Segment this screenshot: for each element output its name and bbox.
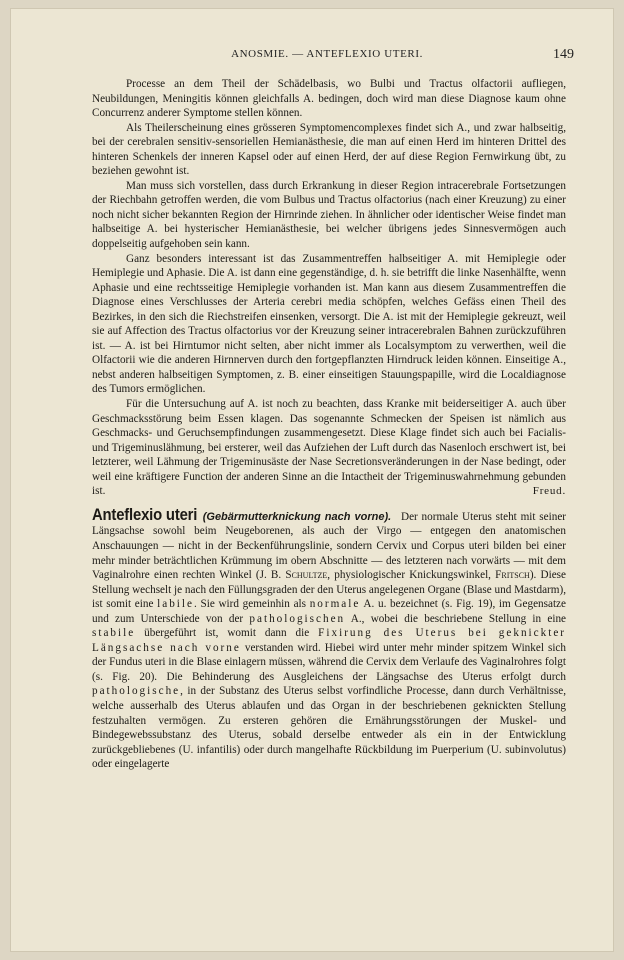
- entry-anteflexio-uteri: [92, 505, 567, 772]
- author-signature: Freud.: [532, 485, 566, 498]
- body-text: [92, 77, 566, 772]
- paragraph-2: Als Theilerscheinung eines grösseren Symptomencomplexes findet sich A., und zwar halbseitig, bei der cerebralen sensitiv-sensoriellen Hemianästhesie, die man auf einen Herd im hinteren Drittel des hinteren Schenkels der inneren Kapsel oder auf einen Herd, der auf diese Region Fernwirkung übt, zu beziehen gewohnt ist.: [92, 121, 566, 178]
- entry-title: Anteflexio uteri: [92, 505, 198, 524]
- entry-text-2: , physiologischer Knickungswinkel,: [327, 569, 491, 582]
- term-normale: normale: [309, 598, 361, 611]
- term-pathologischen: pathologischen: [249, 612, 346, 625]
- entry-subtitle: (Gebärmutterknickung nach vorne).: [202, 510, 392, 523]
- entry-text-4: . Sie wird gemeinhin als: [194, 598, 306, 611]
- paragraph-1: Processe an dem Theil der Schädelbasis, wo Bulbi und Tractus olfactorii aufliegen, Neubildungen, Meningitis können gleichfalls A. bedingen, doch wird man diese Diagnose kaum ohne Concurrenz anderer Symptome stellen können.: [92, 78, 566, 120]
- entry-text-6: A., wobei die beschriebene Stellung in eine: [350, 612, 566, 625]
- entry-text-8: verstanden wird. Hiebei wird unter mehr minder spitzem Winkel sich der Fundus uteri in die Blase einlagern müssen, während die Cervix dem Verlaufe des Vaginalrohres folgt (s. Fig. 20). Die Behinderung des Ausgleichens der Längsachse des Uterus erfolgt durch: [92, 641, 566, 683]
- term-fixirung: Fixirung des Uterus bei geknickter Längsachse nach vorne: [92, 627, 567, 654]
- page-header: [80, 48, 574, 66]
- entry-text-9: , in der Substanz des Uterus selbst vorfindliche Processe, dann durch Verhältnisse, welche ausserhalb des Uterus ablaufen und das Organ in der beschriebenen geknickten Stellung festzuhalten vermögen. Zu ersteren gehören die Ernährungsstörungen der Muskel- und Bindegewebssubstanz des Uterus, sobald derselbe entweder als ein in der Entwicklung zurückgebliebenes (U. infantilis) oder durch mangelhafte Rückbildung im Puerperium (U. subinvolutus) oder eingelagerte: [92, 685, 566, 771]
- paragraph-5-text: Für die Untersuchung auf A. ist noch zu beachten, dass Kranke mit beiderseitiger A. auch über Geschmacksstörung beim Essen klagen. Das sogenannte Schmecken der Speisen ist nämlich aus Geschmacks- und Geruchsempfindungen zusammengesetzt. Diese Klage findet sich auch bei Facialis- und Trigeminuslähmung, bei ersterer, weil das Aufziehen der Luft durch das Nasenloch erschwert ist, bei letzterer, weil Lähmung der Trigeminusäste der Nase Secretionsveränderungen in der Nase bedingt, oder weil eine kräftigere Function der anderen Sinne an die Intactheit der Trigeminuswahrnehmung gebunden ist.: [92, 398, 566, 498]
- term-pathologische: pathologische: [92, 685, 181, 698]
- term-labile: labile: [157, 598, 194, 611]
- paragraph-3: Man muss sich vorstellen, dass durch Erkrankung in dieser Region intracerebrale Fortsetzungen der Riechbahn getroffen werden, die vom Bulbus und Tractus olfactorius (nach einer Kreuzung) zu einer noch nicht sicher bekannten Region der Hirnrinde ziehen. In ähnlicher oder identischer Weise findet man halbseitige A. bei hysterischer Hemianästhesie, bei welcher übrigens jedes Sinnesvermögen auch doppelseitig aufgehoben sein kann.: [92, 179, 566, 251]
- book-page: [10, 8, 614, 952]
- running-title: ANOSMIE. — ANTEFLEXIO UTERI.: [231, 48, 423, 60]
- paragraph-4: Ganz besonders interessant ist das Zusammentreffen halbseitiger A. mit Hemiplegie oder Hemiplegie und Aphasie. Die A. ist dann eine gegenständige, d. h. sie betrifft die linke Nasenhälfte, wenn Aphasie und eine rechtsseitige Hemiplegie vorhanden ist. Man kann aus diesem Zusammentreffen die Diagnose eines Verschlusses der Arteria cerebri media schöpfen, welches Gefäss einen Theil des Bezirkes, in den sich die Riechstreifen einsenken, versorgt. Die A. ist mit der Hemiplegie gekreuzt, weil sie auf Affection des Tractus olfactorius vor der Kreuzung seiner intracerebralen Bahnen zurückzuführen ist. — A. ist bei Hirntumor nicht selten, aber nicht immer als Localsymptom zu verwerthen, weil die Olfactorii wie die anderen Hirnnerven durch den fortgepflanzten Hirndruck leiden können. Einseitige A., nebst anderen halbseitigen Symptomen, z. B. einer einseitigen Stauungspapille, wird die Localdiagnose des Tumors ermöglichen.: [92, 252, 566, 396]
- author-name-fritsch: Fritsch: [495, 569, 530, 582]
- entry-text-3: ). Diese Stellung wechselt je nach den Füllungsgraden der den Uterus angelegenen Organe (Blase und Mastdarm), ist somit eine: [92, 569, 566, 611]
- entry-text-5: A. u. bezeichnet (s. Fig. 19), im Gegensatze und zum Unterschiede von der: [92, 598, 566, 625]
- page-number: 149: [553, 47, 574, 62]
- paragraph-5: [92, 397, 566, 499]
- entry-text-1: Der normale Uterus steht mit seiner Längsachse sowohl beim Neugeborenen, als auch der Virgo — entgegen den anatomischen Anschauungen — nicht in der Beckenführungslinie, sondern Cervix und Corpus uteri bilden bei einer mehr minder beträchtlichen Krümmung im obern Abschnitte — des letzteren nach vorwärts — mit dem Vaginalrohre einen rechten Winkel (J. B.: [92, 510, 567, 582]
- entry-text-7: übergeführt ist, womit dann die: [144, 627, 310, 640]
- term-stabile: stabile: [92, 627, 136, 640]
- author-name-schultze: Schultze: [285, 569, 328, 582]
